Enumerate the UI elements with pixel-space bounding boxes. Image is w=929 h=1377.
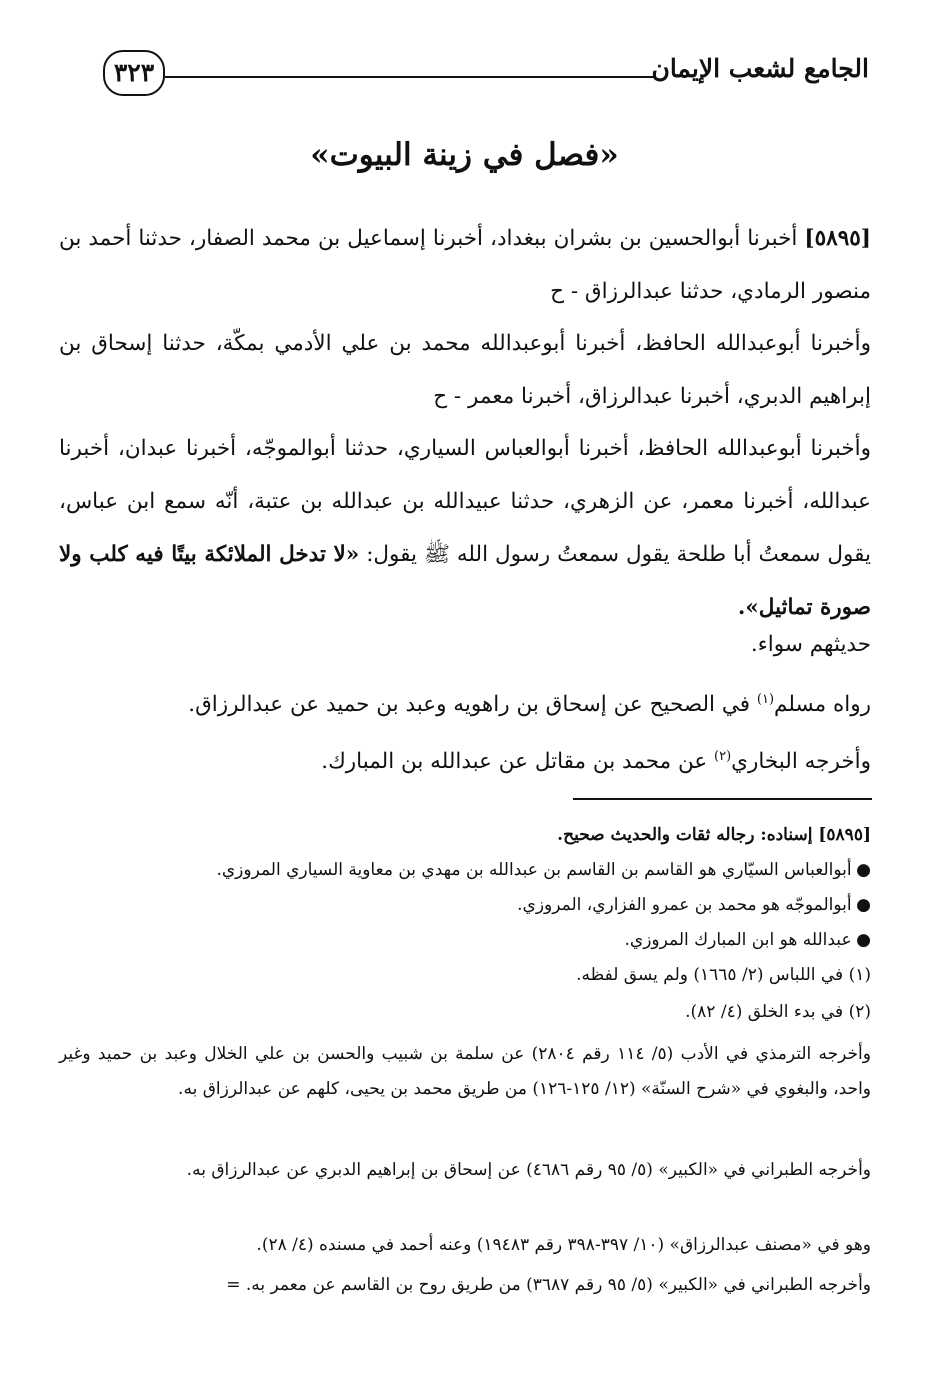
footnote-bullet-3 [59, 923, 871, 958]
header-rule [165, 76, 654, 78]
hadith-paragraph-1 [59, 212, 871, 318]
narrator-note-1: أبوالعباس السيّاري هو القاسم بن القاسم بن عبدالله بن مهدي بن معاوية السياري المروزي. [216, 860, 852, 880]
hadith-number: [٥٨٩٥] [804, 226, 871, 251]
footnote-isnad [59, 818, 871, 853]
narrator-note-2: أبوالموجّه هو محمد بن عمرو الفزاري، المروزي. [517, 895, 852, 915]
hadith-paragraph-6 [59, 735, 871, 788]
footnote-hadith-number: [٥٨٩٥] [818, 825, 871, 845]
footnote-1: (١) في اللباس (٢/ ١٦٦٥) ولم يسق لفظه. [576, 965, 871, 985]
footnote-2-tabarani-2: وأخرجه الطبراني في «الكبير» (٥/ ٩٥ رقم ٣٦٨٧) من طريق روح بن القاسم عن معمر به. = [226, 1275, 871, 1295]
hadith-paragraph-5 [59, 678, 871, 731]
hadith-paragraph-4 [59, 618, 871, 671]
takhrij-bukhari-a: وأخرجه البخاري [731, 749, 871, 774]
isnad-text-2: وأخبرنا أبوعبدالله الحافظ، أخبرنا أبوعبدالله محمد بن علي الأدمي بمكّة، حدثنا إسحاق بن إبراهيم الدبري، أخبرنا عبدالرزاق، أخبرنا معمر - ح [59, 331, 871, 409]
hadith-matn: «لا تدخل الملائكة بيتًا فيه كلب ولا صورة تماثيل». [59, 542, 871, 620]
footnote-2: (٢) في بدء الخلق (٤/ ٨٢). [685, 1002, 871, 1022]
footnote-ref-1[interactable]: (١) [756, 691, 775, 707]
footnote-isnad-text: إسناده: رجاله ثقات والحديث صحيح. [557, 825, 813, 845]
takhrij-muslim-b: في الصحيح عن إسحاق بن راهويه وعبد بن حميد عن عبدالرزاق. [188, 692, 751, 717]
bullet-icon: ● [856, 930, 871, 950]
footnote-2-tirmidhi: وأخرجه الترمذي في الأدب (٥/ ١١٤ رقم ٢٨٠٤) عن سلمة بن شبيب والحسن بن علي الخلال وعبد بن حميد وغير واحد، والبغوي في «شرح السنّة» (١٢/ ١٢٥-١٢٦) من طريق محمد بن يحيى، كلهم عن عبدالرزاق به. [59, 1044, 871, 1099]
takhrij-muslim-a: رواه مسلم [774, 692, 871, 717]
footnote-bullet-1 [59, 853, 871, 888]
bullet-icon: ● [856, 895, 871, 915]
footnote-2-musannaf: وهو في «مصنف عبدالرزاق» (١٠/ ٣٩٧-٣٩٨ رقم ١٩٤٨٣) وعنه أحمد في مسنده (٤/ ٢٨). [256, 1235, 871, 1255]
chapter-title: «فصل في زينة البيوت» [310, 137, 619, 173]
hadith-paragraph-2 [59, 317, 871, 423]
footnote-separator [573, 798, 872, 800]
note-same-wording: حديثهم سواء. [750, 632, 871, 657]
narrator-note-3: عبدالله هو ابن المبارك المروزي. [624, 930, 852, 950]
footnote-2-tabarani: وأخرجه الطبراني في «الكبير» (٥/ ٩٥ رقم ٤٦٨٦) عن إسحاق بن إبراهيم الدبري عن عبدالرزاق به. [186, 1160, 871, 1180]
bullet-icon: ● [856, 860, 871, 880]
hadith-paragraph-3 [59, 422, 871, 634]
isnad-text-3: وأخبرنا أبوعبدالله الحافظ، أخبرنا أبوالعباس السياري، حدثنا أبوالموجّه، أخبرنا عبدان، أخبرنا عبدالله، أخبرنا معمر، عن الزهري، حدثنا عبيدالله بن عبدالله بن عتبة، أنّه سمع ابن عباس، يقول سمعتُ أبا طلحة يقول سمعتُ رسول الله ﷺ يقول: [59, 436, 872, 567]
page-number: ٣٢٣ [103, 50, 165, 96]
running-title: الجامع لشعب الإيمان [651, 54, 869, 83]
footnote-ref-2[interactable]: (٢) [714, 748, 732, 764]
footnote-bullet-2 [59, 888, 871, 923]
takhrij-bukhari-b: عن محمد بن مقاتل عن عبدالله بن المبارك. [321, 749, 708, 774]
isnad-text-1: أخبرنا أبوالحسين بن بشران ببغداد، أخبرنا إسماعيل بن محمد الصفار، حدثنا أحمد بن منصور الرمادي، حدثنا عبدالرزاق - ح [59, 226, 871, 304]
